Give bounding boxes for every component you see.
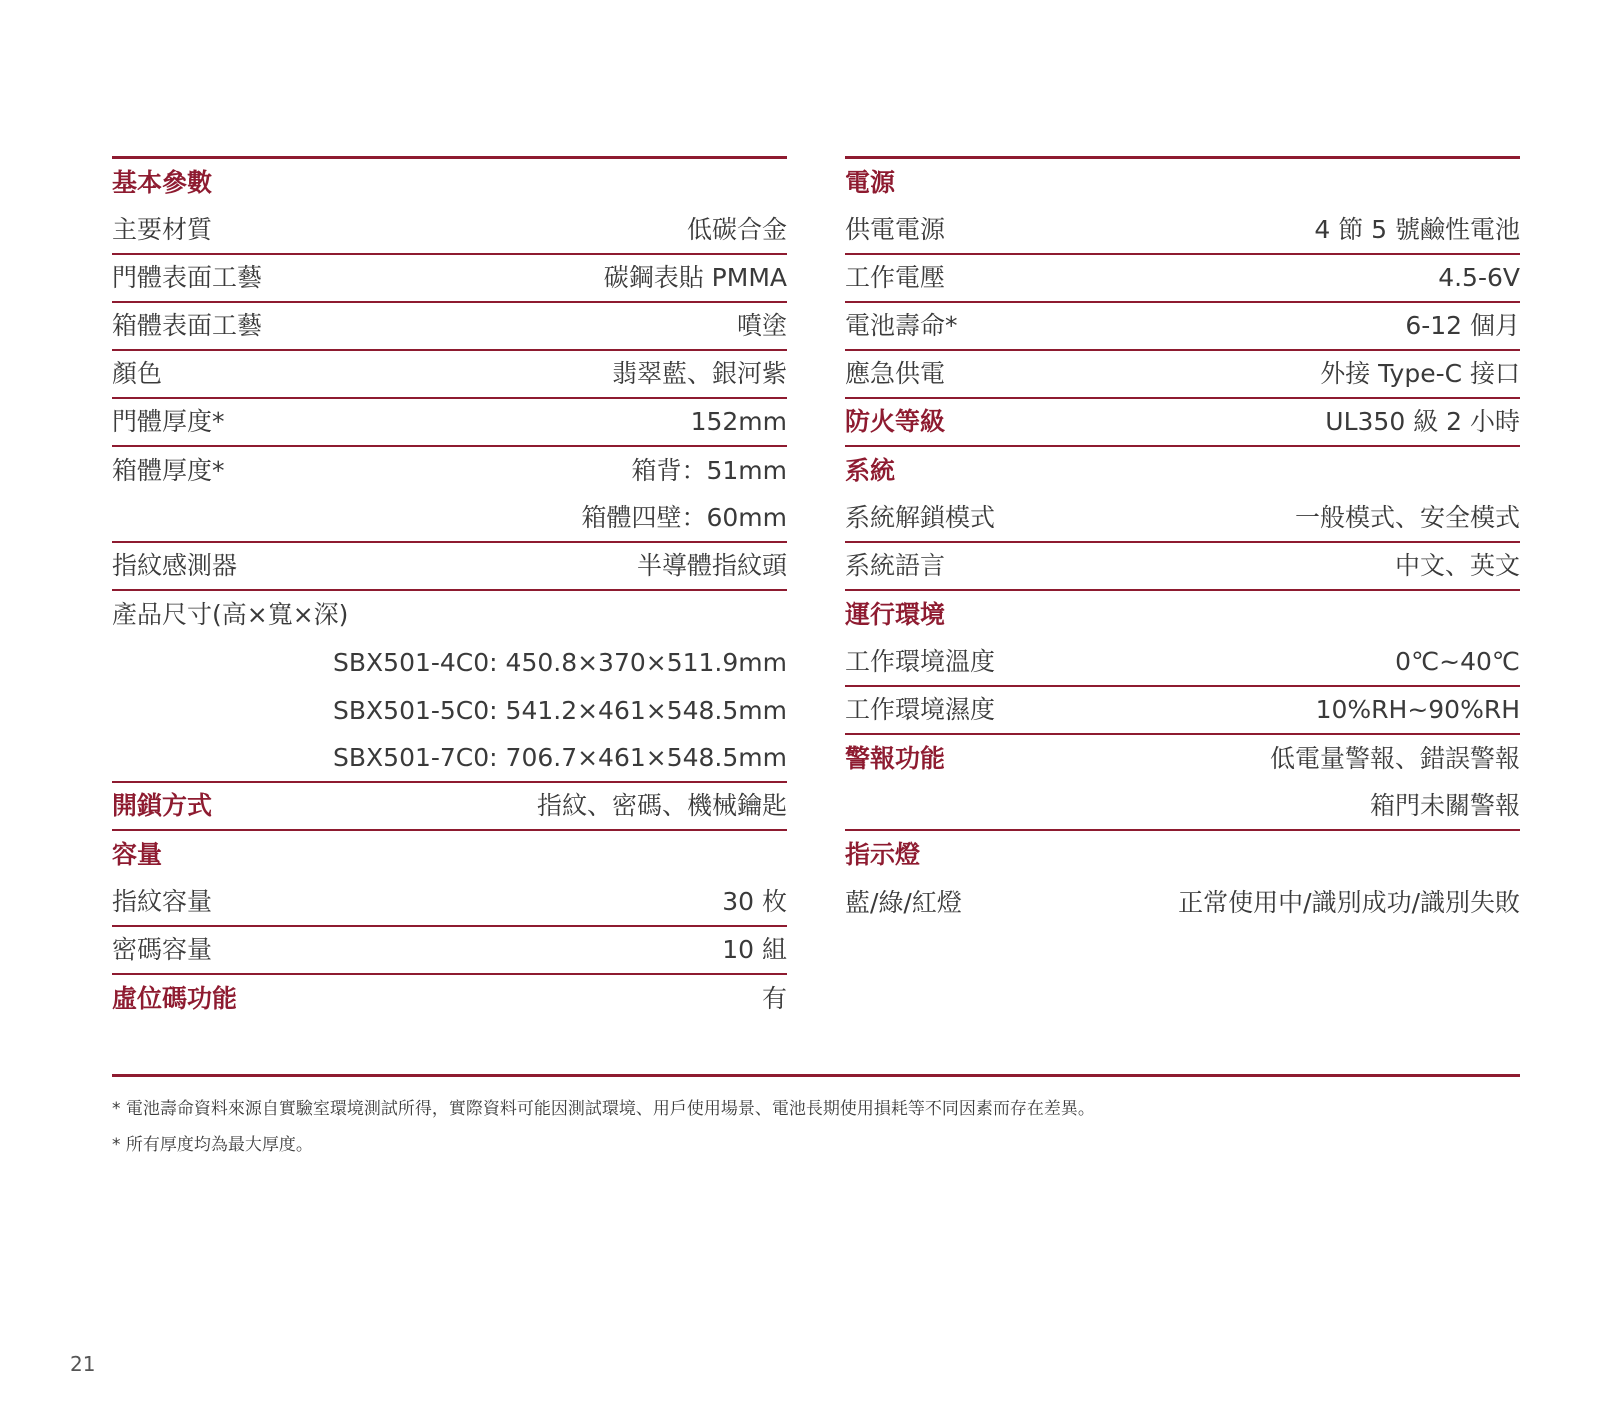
spec-row-fire-rating	[845, 399, 1520, 447]
spec-value: 一般模式、安全模式	[1294, 503, 1520, 532]
spec-row-material	[112, 207, 787, 255]
spec-row-humidity	[845, 687, 1520, 735]
spec-label: 工作電壓	[845, 263, 946, 292]
left-spec-column	[112, 156, 787, 1023]
spec-label: 門體厚度*	[112, 407, 225, 436]
spec-label: 密碼容量	[112, 935, 213, 964]
spec-row-virtual-code	[112, 975, 787, 1023]
spec-value: 4.5-6V	[1438, 263, 1520, 292]
spec-label: 指紋感測器	[112, 551, 238, 580]
spec-row-box-surface	[112, 303, 787, 351]
spec-row-indicator	[845, 879, 1520, 927]
spec-row-temperature	[845, 639, 1520, 687]
system-heading: 系統	[845, 456, 896, 485]
spec-row-language	[845, 543, 1520, 591]
power-heading-row	[845, 159, 1520, 207]
footnote-battery: * 電池壽命資料來源自實驗室環境測試所得，實際資料可能因測試環境、用戶使用場景、電池長期使用損耗等不同因素而存在差異。	[112, 1099, 1095, 1119]
spec-value: 箱門未關警報	[1369, 791, 1520, 820]
spec-value: 10 組	[722, 935, 787, 964]
spec-row-box-thickness	[112, 447, 787, 495]
spec-value: 噴塗	[736, 311, 787, 340]
spec-label: 指紋容量	[112, 887, 213, 916]
spec-value: 箱背：51mm	[631, 456, 787, 485]
spec-row-unlock-mode	[845, 495, 1520, 543]
spec-label: 供電電源	[845, 215, 946, 244]
spec-value: 箱體四壁：60mm	[581, 503, 787, 532]
alarm-heading: 警報功能	[845, 744, 946, 773]
spec-label: 顏色	[112, 359, 163, 388]
spec-label: 藍/綠/紅燈	[845, 888, 962, 917]
basic-params-heading-row	[112, 159, 787, 207]
basic-params-heading: 基本參數	[112, 168, 213, 197]
spec-label: 箱體厚度*	[112, 456, 225, 485]
capacity-heading-row	[112, 831, 787, 879]
environment-heading-row	[845, 591, 1520, 639]
spec-value: UL350 級 2 小時	[1325, 407, 1520, 436]
spec-value: 低電量警報、錯誤警報	[1269, 744, 1520, 773]
virtual-code-heading: 虛位碼功能	[112, 984, 238, 1013]
spec-value: 外接 Type-C 接口	[1320, 359, 1520, 388]
spec-row-door-surface	[112, 255, 787, 303]
spec-row-fingerprint-sensor	[112, 543, 787, 591]
spec-row-box-walls	[112, 495, 787, 543]
spec-row-color	[112, 351, 787, 399]
spec-label: 工作環境濕度	[845, 695, 996, 724]
spec-row-dimensions	[112, 591, 787, 639]
fire-rating-heading: 防火等級	[845, 407, 946, 436]
indicator-heading-row	[845, 831, 1520, 879]
spec-label: 主要材質	[112, 215, 213, 244]
spec-value: 低碳合金	[686, 215, 787, 244]
dimension-value: SBX501-7C0: 706.7×461×548.5mm	[333, 743, 787, 772]
spec-label: 系統語言	[845, 551, 946, 580]
spec-value: 10%RH~90%RH	[1315, 695, 1520, 724]
spec-value: 152mm	[690, 407, 787, 436]
spec-row-door-thickness	[112, 399, 787, 447]
spec-value: 翡翠藍、銀河紫	[611, 359, 787, 388]
indicator-heading: 指示燈	[845, 840, 921, 869]
spec-row-emergency-power	[845, 351, 1520, 399]
spec-value: 中文、英文	[1394, 551, 1520, 580]
power-heading: 電源	[845, 168, 896, 197]
bottom-divider	[112, 1074, 1520, 1077]
capacity-heading: 容量	[112, 840, 163, 869]
spec-label: 箱體表面工藝	[112, 311, 263, 340]
spec-value: 正常使用中/識別成功/識別失敗	[1178, 888, 1520, 917]
spec-label: 電池壽命*	[845, 311, 958, 340]
dimension-row	[112, 687, 787, 735]
right-spec-column	[845, 156, 1520, 927]
spec-label: 門體表面工藝	[112, 263, 263, 292]
spec-row-alarm-2	[845, 783, 1520, 831]
dimension-row	[112, 735, 787, 783]
spec-value: 4 節 5 號鹼性電池	[1314, 215, 1520, 244]
spec-value: 半導體指紋頭	[636, 551, 787, 580]
spec-row-alarm	[845, 735, 1520, 783]
system-heading-row	[845, 447, 1520, 495]
spec-row-battery-life	[845, 303, 1520, 351]
page-number: 21	[70, 1352, 96, 1376]
unlock-method-heading: 開鎖方式	[112, 791, 213, 820]
spec-row-power-source	[845, 207, 1520, 255]
dimension-row	[112, 639, 787, 687]
spec-value: 30 枚	[722, 887, 787, 916]
dimension-value: SBX501-4C0: 450.8×370×511.9mm	[333, 648, 787, 677]
footnote-thickness: * 所有厚度均為最大厚度。	[112, 1135, 313, 1155]
spec-label: 工作環境溫度	[845, 647, 996, 676]
spec-label: 系統解鎖模式	[845, 503, 996, 532]
dimension-value: SBX501-5C0: 541.2×461×548.5mm	[333, 696, 787, 725]
spec-row-password-capacity	[112, 927, 787, 975]
spec-value: 6-12 個月	[1405, 311, 1520, 340]
spec-value: 有	[761, 984, 787, 1013]
spec-value: 0℃~40℃	[1395, 647, 1520, 676]
spec-row-unlock-method	[112, 783, 787, 831]
spec-row-fingerprint-capacity	[112, 879, 787, 927]
spec-value: 碳鋼表貼 PMMA	[603, 263, 787, 292]
spec-label: 應急供電	[845, 359, 946, 388]
spec-label: 產品尺寸(高×寬×深)	[112, 600, 349, 629]
spec-row-voltage	[845, 255, 1520, 303]
environment-heading: 運行環境	[845, 600, 946, 629]
spec-value: 指紋、密碼、機械鑰匙	[536, 791, 787, 820]
